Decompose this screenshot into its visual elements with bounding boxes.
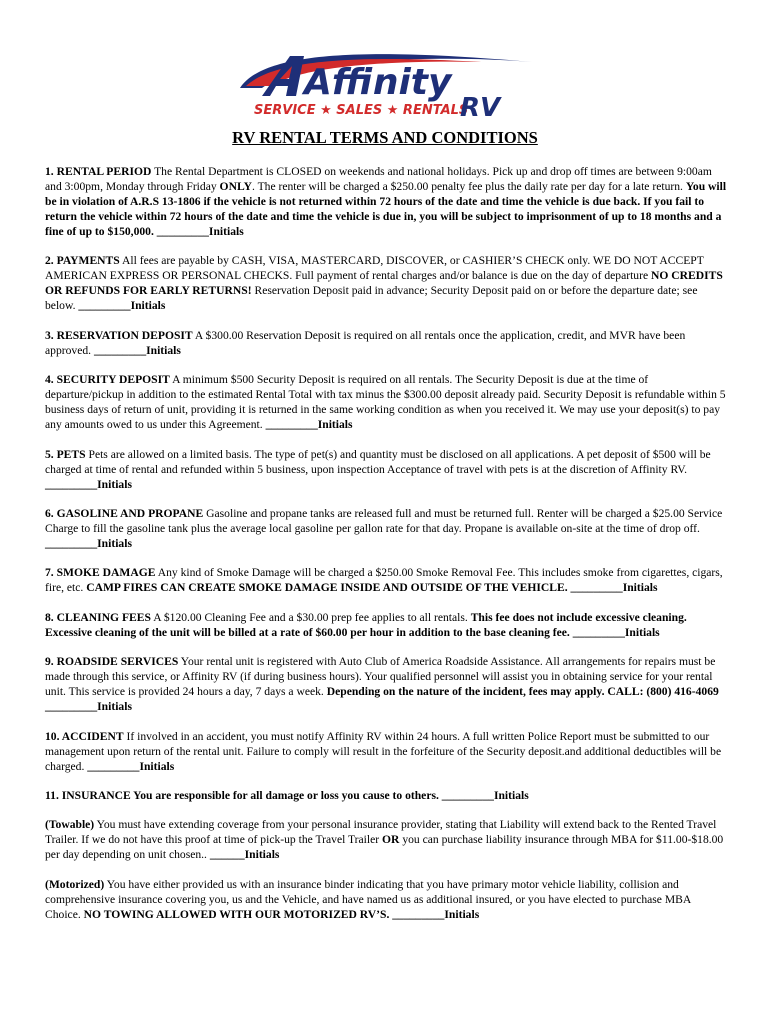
document-title: RV RENTAL TERMS AND CONDITIONS [232, 128, 538, 147]
section-heading: 1. RENTAL PERIOD [45, 165, 152, 178]
section-text: The Rental Department is CLOSED on weekends and national holidays. Pick up and drop off times are between 9:00am and 3:00pm, Monday through Friday [45, 165, 712, 193]
section-heading: 2. PAYMENTS [45, 254, 120, 268]
section-heading: 9. ROADSIDE SERVICES [45, 655, 179, 669]
section-pets [45, 447, 727, 492]
section-heading: 6. GASOLINE AND PROPANE [45, 506, 204, 520]
section-bold: ONLY [219, 180, 252, 193]
initials-line: ______Initials [209, 848, 280, 862]
section-rental-period [45, 164, 727, 239]
section-heading: 5. PETS [45, 447, 86, 461]
logo-brand-text: Affinity [304, 62, 452, 103]
section-bold: NO CREDITS OR REFUNDS FOR EARLY RETURNS! [45, 269, 723, 298]
section-payments [45, 253, 727, 313]
section-text: You must have extending coverage from your personal insurance provider, stating that Liability will extend back to the Rented Travel Trailer. If we do not have this proof at time of pick-up the Travel Trailer [45, 818, 717, 847]
initials-line: _________Initials [265, 418, 353, 432]
terms-body [45, 164, 727, 936]
section-bold: OR [382, 833, 400, 847]
section-security-deposit [45, 372, 727, 432]
section-text: Gasoline and propane tanks are released full and must be returned full. Renter will be charged a $25.00 Service Charge to fill the gasoline tank plus the average local gasoline per gallon rate for that day. Propane is available on-site at the time of drop off. [45, 506, 723, 535]
initials-line: _________Initials [93, 343, 181, 357]
section-heading: 8. CLEANING FEES [45, 610, 151, 624]
section-heading: 4. SECURITY DEPOSIT [45, 373, 170, 387]
section-smoke-damage [45, 565, 727, 595]
section-text: A $120.00 Cleaning Fee and a $30.00 prep fee applies to all rentals. [150, 610, 471, 624]
section-text: You have either provided us with an insurance binder indicating that you have primary motor vehicle liability, collision and comprehensive insurance covering you, us and the Vehicle, and have named us as additional insured, or you have elected to purchase MBA Choice. [45, 877, 691, 921]
section-insurance [45, 788, 727, 803]
logo-rv-text: RV [460, 93, 501, 120]
section-accident [45, 729, 727, 774]
initials-line: _________Initials [78, 299, 166, 313]
affinity-rv-logo [232, 48, 542, 120]
initials-line: _________Initials [45, 477, 132, 491]
section-heading: (Motorized) [45, 877, 105, 891]
section-bold: You will be in violation of A.R.S 13-1806 if the vehicle is not returned within 72 hours of the date and time the vehicle is due back. If you fail to return the vehicle within 72 hours of the date and time the vehicle is due in, you will be subject to imprisonment of up to 18 months and a fine of up to $150,000. _________Initials [45, 180, 727, 238]
section-text: Your rental unit is registered with Auto Club of America Roadside Assistance. All arrangements for repairs must be made through this service, or Affinity RV (if during business hours). Your qualified personnel will assist you in obtaining service for your rental unit. This service is provided 24 hours a day, 7 days a week. [45, 655, 716, 699]
section-heading: 11. INSURANCE You are responsible for all damage or loss you cause to others. _________Initials [45, 788, 529, 802]
section-bold: Depending on the nature of the incident, fees may apply. CALL: (800) 416-4069 _________Initials [45, 685, 719, 714]
section-text: . The renter will be charged a $250.00 penalty fee plus the daily rate per day for a late return. [251, 180, 686, 193]
section-roadside-services [45, 654, 727, 714]
section-bold: This fee does not include excessive cleaning. Excessive cleaning of the unit will be billed at a rate of $60.00 per hour in addition to the base cleaning fee. _________Initials [45, 610, 687, 639]
logo-tagline: SERVICE ★ SALES ★ RENTALS [254, 103, 469, 118]
section-heading: 7. SMOKE DAMAGE [45, 566, 156, 580]
section-reservation-deposit [45, 328, 727, 358]
section-bold: CAMP FIRES CAN CREATE SMOKE DAMAGE INSIDE AND OUTSIDE OF THE VEHICLE. _________Initials [86, 581, 658, 595]
section-text: If involved in an accident, you must notify Affinity RV within 24 hours. A full written Police Report must be submitted to our management upon return of the rental unit. Failure to comply will result in the forfeiture of the Security deposit.and additional deductibles will be charged. [45, 729, 722, 773]
section-bold: NO TOWING ALLOWED WITH OUR MOTORIZED RV’S. _________Initials [83, 907, 480, 921]
section-text: A minimum $500 Security Deposit is required on all rentals. The Security Deposit is due at the time of departure/pickup in addition to the estimated Rental Total with tax minus the $300.00 deposit already paid. Security Deposit is refundable within 5 business days of return of unit, providing it is returned in the same working condition as when you received it. We may use your deposit(s) to pay any amounts owed to us under this Agreement. [45, 373, 726, 432]
section-gasoline-propane [45, 506, 727, 551]
section-cleaning-fees [45, 610, 727, 640]
section-motorized [45, 877, 727, 922]
section-text: All fees are payable by CASH, VISA, MASTERCARD, DISCOVER, or CASHIER’S CHECK only. WE DO NOT ACCEPT AMERICAN EXPRESS OR PERSONAL CHECKS. Full payment of rental charges and/or balance is due on the day of departure [45, 254, 704, 283]
section-towable [45, 817, 727, 862]
section-heading: 3. RESERVATION DEPOSIT [45, 328, 193, 342]
logo-graphic [232, 48, 542, 120]
section-heading: 10. ACCIDENT [45, 729, 124, 743]
initials-line: _________Initials [87, 759, 175, 773]
section-text: A $300.00 Reservation Deposit is required on all rentals once the application, credit, and MVR have been approved. [45, 328, 686, 357]
section-heading: (Towable) [45, 818, 95, 832]
section-text: you can purchase liability insurance through MBA for $11.00-$18.00 per day depending on unit chosen.. [45, 833, 724, 862]
section-text: Reservation Deposit paid in advance; Security Deposit paid on or before the departure date; see below. [45, 284, 698, 313]
section-text: Pets are allowed on a limited basis. The type of pet(s) and quantity must be disclosed on all applications. A pet deposit of $500 will be charged at time of rental and refunded within 5 business, upon inspection Acceptance of travel with pets is at the discretion of Affinity RV. [45, 447, 711, 476]
initials-line: _________Initials [45, 536, 132, 550]
section-text: Any kind of Smoke Damage will be charged a $250.00 Smoke Removal Fee. This includes smoke from cigarettes, cigars, fire, etc. [45, 566, 723, 595]
